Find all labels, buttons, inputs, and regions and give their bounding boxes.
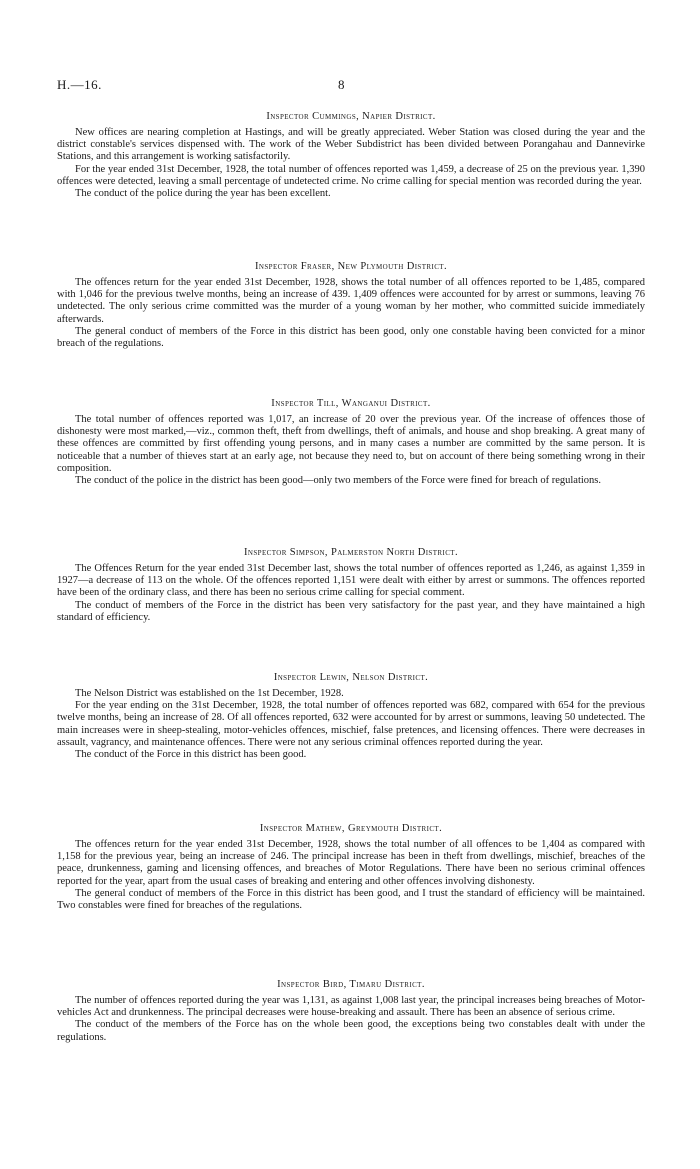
section-paragraph: The general conduct of members of the Force in this district has been good, only one constable having been convicted for a minor breach of the regulations. — [57, 325, 645, 350]
section-paragraph: The offences return for the year ended 31st December, 1928, shows the total number of all offences reported to be 1,485, compared with 1,046 for the previous twelve months, being an increase of 439. 1,409 offences were accounted for by arrest or summons, leaving 76 undetected. The only serious crime committed was the murder of a young woman by her mother, who committed suicide immediately afterwards. — [57, 277, 645, 325]
section-paragraph: The conduct of the police during the year has been excellent. — [75, 188, 331, 200]
section-heading: Inspector Lewin, Nelson District. — [273, 672, 429, 683]
section-paragraph: The conduct of the police in the district has been good—only two members of the Force were fined for breach of regulations. — [75, 475, 601, 487]
page-number: 8 — [338, 77, 345, 92]
report-reference: H.—16. — [57, 77, 102, 92]
section-new-plymouth — [57, 260, 645, 350]
section-greymouth — [57, 822, 645, 912]
section-paragraph: The conduct of members of the Force in the district has been very satisfactory for the past year, and they have maintained a high standard of efficiency. — [57, 599, 645, 623]
section-nelson — [57, 671, 645, 761]
section-paragraph: The offences return for the year ended 31st December, 1928, shows the total number of all offences to be 1,404 as compared with 1,158 for the previous year, being an increase of 246. The principal increase has been in theft from dwellings, mischief, breaches of the peace, drunkenness, gaming and licensing offences, and breaches of Motor Regulations. There have been no serious criminal offences reported for the year, apart from the usual cases of breaking and entering and other offences involving dishonesty. — [57, 839, 645, 887]
section-paragraph: For the year ending on the 31st December, 1928, the total number of offences reported was 682, compared with 654 for the previous twelve months, being an increase of 28. Of all offences reported, 632 were accounted for by arrest or summons, leaving 50 undetected. The main increases were in sheep-stealing, motor-vehicles offences, mischief, false pretences, and licensing offences. There were decreases in assault, vagrancy, and maintenance offences. There were not any serious criminal offences reported during the year. — [57, 700, 645, 748]
section-paragraph: For the year ended 31st December, 1928, the total number of offences reported was 1,459, a decrease of 25 on the previous year. 1,390 offences were detected, leaving a small percentage of undetected crime. No crime calling for special mention was recorded during the year. — [57, 163, 645, 187]
section-timaru — [57, 978, 645, 1044]
section-paragraph: The number of offences reported during the year was 1,131, as against 1,008 last year, the principal increases being breaches of Motor-vehicles Act and drunkenness. The principal decreases were house-breaking and assault. There has been an absence of serious crime. — [57, 995, 645, 1019]
section-napier — [57, 110, 645, 200]
section-paragraph: The conduct of the Force in this district has been good. — [75, 749, 307, 761]
section-heading: Inspector Simpson, Palmerston North District. — [244, 547, 458, 558]
section-heading: Inspector Till, Wanganui District. — [271, 398, 431, 409]
section-paragraph: New offices are nearing completion at Hastings, and will be greatly appreciated. Weber Station was closed during the year and the district constable's services dispensed with. The work of the Weber Subdistrict has been divided between Porangahau and Dannevirke Stations, and this arrangement is working satisfactorily. — [57, 127, 645, 163]
section-paragraph: The general conduct of members of the Force in this district has been good, and I trust the standard of efficiency will be maintained. Two constables were fined for breaches of the regulations. — [57, 887, 645, 912]
section-heading: Inspector Cummings, Napier District. — [266, 111, 436, 122]
section-heading: Inspector Mathew, Greymouth District. — [259, 823, 443, 834]
section-paragraph: The Nelson District was established on the 1st December, 1928. — [75, 688, 344, 699]
section-paragraph: The Offences Return for the year ended 31st December last, shows the total number of offences reported as 1,246, as against 1,359 in 1927—a decrease of 113 on the whole. Of the offences reported 1,151 were dealt with either by arrest or summons. The offences reported have been of the ordinary class, and there has been no serious crime calling for special comment. — [57, 563, 645, 599]
section-paragraph: The total number of offences reported was 1,017, an increase of 20 over the previous year. Of the increase of offences those of dishonesty were most marked,—viz., common theft, theft from dwellings, theft of animals, and house and shop breaking. A great many of these offences are committed by first offending young persons, and in many cases a number are committed by the same person. It is noticeable that a number of thieves start at an early age, not because they need to, but on account of there being something wrong in their composition. — [57, 414, 645, 474]
section-paragraph: The conduct of the members of the Force has on the whole been good, the exceptions being two constables dealt with under the regulations. — [57, 1019, 645, 1043]
section-heading: Inspector Bird, Timaru District. — [277, 979, 425, 990]
section-palmerston-north — [57, 546, 645, 624]
section-heading: Inspector Fraser, New Plymouth District. — [255, 261, 447, 272]
section-wanganui — [57, 397, 645, 487]
